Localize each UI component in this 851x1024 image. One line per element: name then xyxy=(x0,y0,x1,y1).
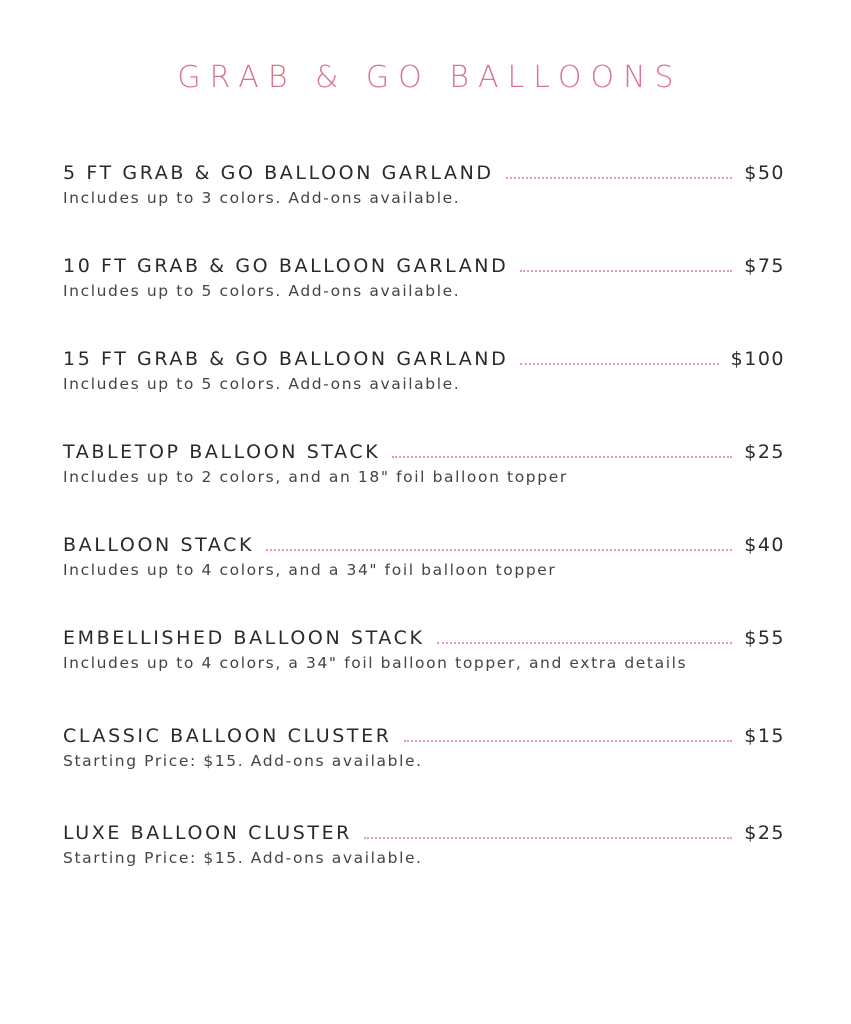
menu-item-tabletop-stack xyxy=(63,438,785,488)
item-name: 15 FT GRAB & GO BALLOON GARLAND xyxy=(63,348,509,370)
item-name: BALLOON STACK xyxy=(63,534,255,556)
item-description: Starting Price: $15. Add-ons available. xyxy=(63,849,423,867)
item-name: CLASSIC BALLOON CLUSTER xyxy=(63,725,392,747)
item-price: $100 xyxy=(730,348,785,370)
item-price: $25 xyxy=(744,441,785,463)
dotted-leader xyxy=(437,642,733,644)
menu-item-15ft-garland xyxy=(63,345,785,395)
item-name: TABLETOP BALLOON STACK xyxy=(63,441,381,463)
item-description: Includes up to 3 colors. Add-ons available. xyxy=(63,189,461,207)
item-price: $15 xyxy=(744,725,785,747)
menu-item-balloon-stack xyxy=(63,531,785,581)
item-price: $40 xyxy=(744,534,785,556)
item-price: $75 xyxy=(744,255,785,277)
item-name: LUXE BALLOON CLUSTER xyxy=(63,822,352,844)
item-name: 10 FT GRAB & GO BALLOON GARLAND xyxy=(63,255,509,277)
menu-item-luxe-cluster xyxy=(63,819,785,869)
item-description: Includes up to 2 colors, and an 18" foil balloon topper xyxy=(63,468,568,486)
item-name: EMBELLISHED BALLOON STACK xyxy=(63,627,425,649)
item-description: Starting Price: $15. Add-ons available. xyxy=(63,752,423,770)
dotted-leader xyxy=(266,549,732,551)
item-description: Includes up to 4 colors, and a 34" foil balloon topper xyxy=(63,561,557,579)
item-description: Includes up to 5 colors. Add-ons available. xyxy=(63,282,461,300)
menu-item-embellished-stack xyxy=(63,624,785,674)
menu-item-5ft-garland xyxy=(63,159,785,209)
item-price: $50 xyxy=(744,162,785,184)
page-title: GRAB & GO BALLOONS xyxy=(177,60,683,95)
item-description: Includes up to 5 colors. Add-ons available. xyxy=(63,375,461,393)
dotted-leader xyxy=(392,456,732,458)
item-description: Includes up to 4 colors, a 34" foil balloon topper, and extra details xyxy=(63,654,688,672)
item-price: $55 xyxy=(744,627,785,649)
item-price: $25 xyxy=(744,822,785,844)
dotted-leader xyxy=(404,740,733,742)
dotted-leader xyxy=(364,837,732,839)
menu-item-10ft-garland xyxy=(63,252,785,302)
dotted-leader xyxy=(506,177,733,179)
dotted-leader xyxy=(520,270,732,272)
dotted-leader xyxy=(520,363,718,365)
item-name: 5 FT GRAB & GO BALLOON GARLAND xyxy=(63,162,494,184)
menu-item-classic-cluster xyxy=(63,722,785,772)
